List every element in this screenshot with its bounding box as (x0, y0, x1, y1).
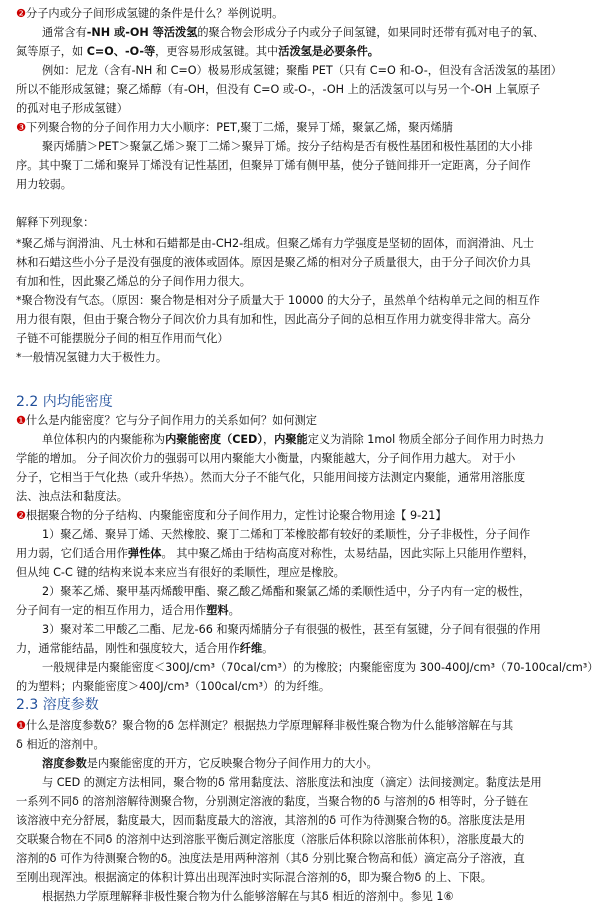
text-line (16, 158, 606, 174)
text-line (16, 6, 606, 22)
text-line (16, 120, 606, 136)
text-segment: 但从纯 C-C 键的结构来说本来应当有很好的柔顺性，理应是橡胶。 (16, 566, 345, 579)
text-line (16, 603, 606, 619)
text-segment: 是内聚能密度的开方，它反映聚合物分子间作用力的大小。 (86, 757, 378, 770)
text-segment: 林和石蜡这些小分子是没有强度的液体或固体。原因是聚乙烯的相对分子质量很大，由于分子间次价力具 (16, 256, 531, 269)
text-segment: 什么是内能密度？它与分子间作用力的关系如何？如何测定 (26, 414, 317, 427)
text-segment: 用力很有限，但由于聚合物分子间次价力具有加和性，因此高分子间的总相互作用力就变得非常大。高分 (16, 313, 531, 326)
text-segment: 与 CED 的测定方法相同，聚合物的δ 常用黏度法、溶胀度法和浊度（滴定）法间接测定。黏度法是用 (42, 776, 542, 789)
text-segment: 法、浊点法和黏度法。 (16, 490, 128, 503)
bold-term: 活泼氢是必要条件。 (278, 45, 379, 58)
text-segment: 根据热力学原理解释非极性聚合物为什么能够溶解在与其δ 相近的溶剂中。参见 1⑥ (42, 890, 454, 903)
bold-term: 溶度参数 (42, 757, 87, 770)
text-segment: 交联聚合物在不同δ 的溶剂中达到溶胀平衡后测定溶胀度（溶胀后体积除以溶胀前体积），溶胀度最大的 (16, 833, 525, 846)
item-marker: ❸ (16, 121, 27, 134)
text-segment: 聚丙烯腈＞PET＞聚氯乙烯＞聚丁二烯＞聚异丁烯。按分子结构是否有极性基团和极性基团的大小排 (42, 140, 533, 153)
text-segment: 的为塑料；内聚能密度＞400J/cm³（100cal/cm³）的为纤维。 (16, 680, 331, 693)
text-segment: 的孤对电子形成氢键） (16, 102, 128, 115)
text-segment: 分子间有一定的相互作用力，适合用作 (16, 604, 207, 617)
text-line (16, 451, 606, 467)
item-marker: ❶ (16, 414, 27, 427)
text-segment: 有加和性，因此聚乙烯总的分子间作用力很大。 (16, 275, 251, 288)
bold-term: -NH 或-OH 等活泼氢 (86, 26, 198, 39)
text-line (16, 641, 606, 657)
text-segment: 一般规律是内聚能密度＜300J/cm³（70cal/cm³）的为橡胶；内聚能密度为 300-400J/cm³（70-100cal/cm³） (42, 661, 599, 674)
text-segment: δ 相近的溶剂中。 (16, 738, 105, 751)
bold-term: C=O、-O-等 (86, 45, 156, 58)
text-line (42, 756, 606, 772)
text-line (16, 565, 606, 581)
text-line (42, 660, 606, 676)
text-line (42, 889, 606, 905)
text-segment: 。 (262, 642, 274, 655)
text-line (42, 139, 606, 155)
text-segment: 什么是溶度参数δ？聚合物的δ 怎样测定？根据热力学原理解释非极性聚合物为什么能够溶解在与其 (26, 719, 514, 732)
text-line (16, 794, 606, 810)
text-segment: ， (262, 433, 275, 446)
text-segment: 一系列不同δ 的溶剂溶解待测聚合物，分别测定溶液的黏度，当聚合物的δ 与溶剂的δ 相等时，分子链在 (16, 795, 529, 808)
text-line (16, 870, 606, 886)
text-segment: 子链不可能摆脱分子间的相互作用而气化） (16, 332, 229, 345)
text-segment: *一般情况氢键力大于极性力。 (16, 351, 168, 364)
text-segment: 氮等原子，如 (16, 45, 87, 58)
text-segment: 力，通常能结晶，刚性和强度较大，适合用作 (16, 642, 240, 655)
text-line (16, 546, 606, 562)
text-segment: 用力弱，它们适合用作 (16, 547, 128, 560)
bold-term: 内聚能 (274, 433, 308, 446)
text-line (16, 832, 606, 848)
text-segment: ，更容易形成氢键。其中 (155, 45, 279, 58)
text-segment: 通常含有 (42, 26, 87, 39)
text-line (16, 331, 606, 347)
text-segment: 单位体积内的内聚能称为 (42, 433, 166, 446)
text-segment: 分子，它相当于气化热（或升华热）。然而大分子不能气化，只能用间接方法测定内聚能，通常用溶胀度 (16, 471, 526, 484)
text-segment: 的聚合物会形成分子内或分子间氢键，如果同时还带有孤对电子的氧、 (197, 26, 545, 39)
text-segment: 。 (228, 604, 240, 617)
text-segment: 该溶液中充分舒展，黏度最大，因而黏度最大的溶液，其溶剂的δ 可作为待测聚合物的δ。溶胀度法是用 (16, 814, 526, 827)
text-line (16, 236, 606, 252)
bold-term: 塑料 (206, 604, 229, 617)
text-segment: 例如：尼龙（含有-NH 和 C=O）极易形成氢键；聚酯 PET（只有 C=O 和-O-，但没有含活泼氢的基团） (42, 64, 562, 77)
text-line (16, 489, 606, 505)
text-line (16, 312, 606, 328)
bold-term: 纤维 (239, 642, 263, 655)
text-line (16, 350, 606, 366)
text-segment: 。 其中聚乙烯由于结构高度对称性，太易结晶，因此实际上只能用作塑料， (161, 547, 535, 560)
item-marker: ❷ (16, 7, 27, 20)
item-marker: ❶ (16, 719, 27, 732)
text-segment: 学能的增加。 分子间次价力的强弱可以用内聚能大小衡量，内聚能越大，分子间作用力越大。 对于小 (16, 452, 516, 465)
bold-term: 内聚能密度（CED） (165, 433, 263, 446)
text-line (42, 25, 606, 41)
section-heading: 2.3 溶度参数 (16, 697, 99, 713)
text-line (16, 679, 606, 695)
text-line (16, 255, 606, 271)
text-segment: 用力较弱。 (16, 178, 72, 191)
text-line (16, 44, 606, 60)
text-line (42, 432, 606, 448)
section-heading: 2.2 内均能密度 (16, 394, 113, 410)
text-line (16, 851, 606, 867)
text-segment: 下列聚合物的分子间作用力大小顺序：PET,聚丁二烯，聚异丁烯，聚氯乙烯，聚丙烯腈 (26, 121, 453, 134)
text-segment: 定义为消除 1mol 物质全部分子间作用力时热力 (307, 433, 545, 446)
text-segment: 2）聚苯乙烯、聚甲基丙烯酸甲酯、聚乙酸乙烯酯和聚氯乙烯的柔顺性适中，分子内有一定的极性， (42, 585, 531, 598)
text-segment: 所以不能形成氢键；聚乙烯醇（有-OH，但没有 C=O 或-O-，-OH 上的活泼氢可以与另一个-OH 上氧原子 (16, 83, 541, 96)
bold-term: 弹性体 (127, 547, 162, 560)
text-line (16, 177, 606, 193)
text-segment: *聚合物没有气态。（原因：聚合物是相对分子质量大于 10000 的大分子，虽然单个结构单元之间的相互作 (16, 294, 540, 307)
text-segment: 解释下列现象： (16, 216, 95, 229)
text-line (42, 527, 606, 543)
text-line (42, 584, 606, 600)
text-line (16, 101, 606, 117)
text-segment: 溶剂的δ 可作为待测聚合物的δ。浊度法是用两种溶剂（其δ 分别比聚合物高和低）滴定高分子溶液，直 (16, 852, 525, 865)
text-line (16, 718, 606, 734)
text-line (42, 63, 606, 79)
text-segment: 分子内或分子间形成氢键的条件是什么？举例说明。 (26, 7, 284, 20)
text-segment: 1）聚乙烯、聚异丁烯、天然橡胶、聚丁二烯和丁苯橡胶都有较好的柔顺性，分子非极性，分子间作 (42, 528, 531, 541)
text-segment: 序。其中聚丁二烯和聚异丁烯没有记性基团，但聚异丁烯有侧甲基，使分子链间排开一定距离，分子间作 (16, 159, 531, 172)
text-line (16, 215, 606, 231)
text-segment: *聚乙烯与润滑油、凡士林和石蜡都是由-CH2-组成。但聚乙烯有力学强度是坚韧的固体，而润滑油、凡士 (16, 237, 535, 250)
text-line (16, 508, 606, 524)
text-segment: 根据聚合物的分子结构、内聚能密度和分子间作用力，定性讨论聚合物用途【 9-21】 (26, 509, 447, 522)
text-line (16, 274, 606, 290)
text-segment: 3）聚对苯二甲酸乙二酯、尼龙-66 和聚丙烯腈分子有很强的极性，甚至有氢键，分子间有很强的作用 (42, 623, 541, 636)
text-line (16, 293, 606, 309)
text-line (16, 737, 606, 753)
text-line (16, 413, 606, 429)
text-line (16, 82, 606, 98)
text-line (16, 470, 606, 486)
text-line (42, 622, 606, 638)
item-marker: ❷ (16, 509, 27, 522)
text-line (16, 813, 606, 829)
text-segment: 至刚出现浑浊。根据滴定的体积计算出出现浑浊时实际混合溶剂的δ，即为聚合物δ 的上、下限。 (16, 871, 492, 884)
text-line (42, 775, 606, 791)
